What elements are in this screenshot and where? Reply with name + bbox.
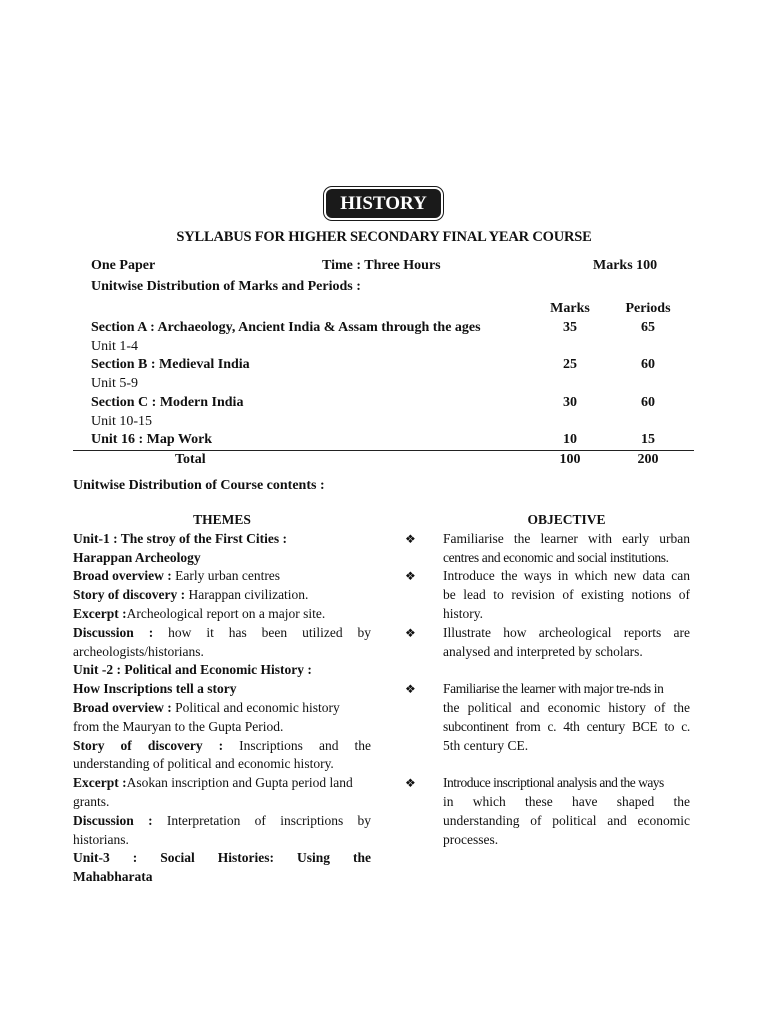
table-cell-marks: 10 (563, 432, 577, 447)
unit1-discussion: Discussion : how it has been utilized by (73, 624, 372, 640)
diamond-bullet-icon: ❖ (405, 531, 416, 546)
marks-total-label: Marks 100 (593, 258, 658, 273)
unit1-story: Story of discovery : Harappan civilization. (73, 587, 309, 603)
table-cell-marks: 30 (563, 395, 577, 410)
unit2-discussion: Discussion : Interpretation of inscriptions by (73, 812, 372, 828)
total-marks: 100 (559, 452, 581, 467)
objective-heading: OBJECTIVE (527, 512, 606, 527)
unit2-subtitle: How Inscriptions tell a story (73, 681, 237, 697)
themes-column (73, 511, 371, 887)
objective-item: ❖ Familiarise the learner with major tre-nds in the political and economic history of the subcontinent from c. 4th century BCE to c. 5th century CE. (405, 680, 695, 755)
diamond-bullet-icon: ❖ (405, 776, 416, 791)
distribution-heading: Unitwise Distribution of Marks and Periods : (91, 279, 361, 294)
table-row-units: Unit 5-9 (91, 376, 139, 391)
unit2-story-cont: understanding of political and economic history. (73, 756, 334, 772)
paper-label: One Paper (91, 258, 156, 273)
objective-item: ❖ Introduce the ways in which new data can be lead to revision of existing notions of history. (405, 567, 695, 623)
col-header-periods: Periods (625, 301, 671, 316)
table-row-units: Unit 1-4 (91, 339, 139, 354)
table-divider (73, 450, 694, 451)
table-row-section: Unit 16 : Map Work (91, 432, 213, 447)
contents-heading: Unitwise Distribution of Course contents : (73, 478, 325, 493)
total-periods: 200 (637, 452, 659, 467)
unit1-discussion-cont: archeologists/historians. (73, 643, 204, 659)
unit2-discussion-cont: historians. (73, 831, 129, 847)
table-cell-periods: 65 (641, 320, 655, 335)
objective-item: ❖ Familiarise the learner with early urban centres and economic and social institutions. (405, 530, 695, 568)
diamond-bullet-icon: ❖ (405, 682, 416, 697)
table-cell-marks: 25 (563, 357, 577, 372)
unit1-excerpt: Excerpt :Archeological report on a major site. (73, 605, 326, 621)
unit3-subtitle: Mahabharata (73, 869, 153, 885)
total-label: Total (175, 452, 206, 467)
table-cell-periods: 60 (641, 357, 655, 372)
table-row-section: Section C : Modern India (91, 395, 244, 410)
table-row-units: Unit 10-15 (91, 414, 153, 429)
syllabus-title: SYLLABUS FOR HIGHER SECONDARY FINAL YEAR COURSE (176, 229, 592, 245)
unit1-subtitle: Harappan Archeology (73, 549, 201, 565)
unit2-title: Unit -2 : Political and Economic History : (73, 662, 312, 678)
unit2-excerpt-cont: grants. (73, 793, 110, 809)
themes-heading: THEMES (193, 512, 251, 527)
unit3-title: Unit-3 : Social Histories: Using the (73, 850, 371, 866)
unit2-broad-overview-cont: from the Mauryan to the Gupta Period. (73, 718, 284, 734)
table-cell-periods: 15 (641, 432, 655, 447)
subject-badge: HISTORY (326, 189, 441, 218)
diamond-bullet-icon: ❖ (405, 569, 416, 584)
objective-column (405, 511, 695, 849)
unit2-story: Story of discovery : Inscriptions and the (73, 737, 371, 753)
table-cell-periods: 60 (641, 395, 655, 410)
table-row-section: Section A : Archaeology, Ancient India & Assam through the ages (91, 320, 481, 335)
table-cell-marks: 35 (563, 320, 577, 335)
objective-item: ❖ Introduce inscriptional analysis and the ways in which these have shaped the understanding of political and economic processes. (405, 774, 695, 849)
diamond-bullet-icon: ❖ (405, 625, 416, 640)
unit1-broad-overview: Broad overview : Early urban centres (73, 568, 281, 584)
unit2-broad-overview: Broad overview : Political and economic history (73, 699, 340, 715)
unit1-title: Unit-1 : The stroy of the First Cities : (73, 530, 287, 546)
unit2-excerpt: Excerpt :Asokan inscription and Gupta period land (73, 775, 353, 791)
time-label: Time : Three Hours (322, 258, 441, 273)
table-row-section: Section B : Medieval India (91, 357, 250, 372)
objective-item: ❖ Illustrate how archeological reports are analysed and interpreted by scholars. (405, 624, 695, 662)
col-header-marks: Marks (550, 301, 590, 316)
